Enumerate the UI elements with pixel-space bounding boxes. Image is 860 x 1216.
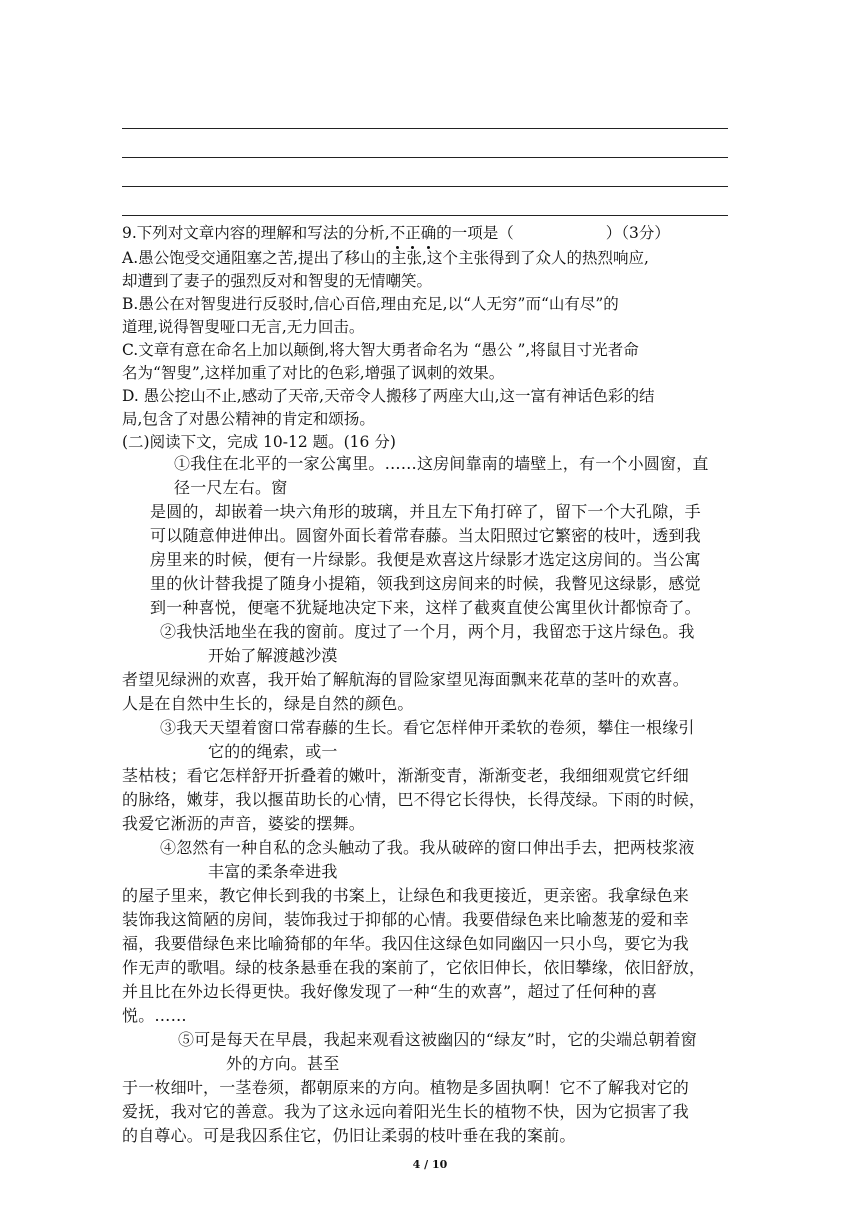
answer-line <box>122 128 728 129</box>
passage-line: 爱抚，我对它的善意。我为了这永远向着阳光生长的植物不快，因为它损害了我 <box>122 1102 690 1121</box>
passage-line: 径一尺左右。窗 <box>174 478 288 497</box>
passage-line: 人是在自然中生长的，绿是自然的颜色。 <box>122 694 414 713</box>
passage-line: 并且比在外边长得更快。我好像发现了一种“生的欢喜”，超过了任何种的喜 <box>122 982 658 1001</box>
passage-line: 的屋子里来，教它伸长到我的书案上，让绿色和我更接近，更亲密。我拿绿色来 <box>122 886 690 905</box>
passage-line: 悦。…… <box>122 1006 187 1025</box>
option-a-line2: 却遭到了妻子的强烈反对和智叟的无情嘲笑。 <box>122 272 433 290</box>
passage-line: 福，我要借绿色来比喻猗郁的年华。我囚住这绿色如同幽囚一只小鸟，要它为我 <box>122 934 690 953</box>
emphasis-char: 确 <box>420 224 437 242</box>
answer-line <box>122 186 728 187</box>
passage-line: ②我快活地坐在我的窗前。度过了一个月，两个月，我留恋于这片绿色。我 <box>160 622 695 641</box>
passage-line: 到一种喜悦，便毫不犹疑地决定下来，这样了截爽直使公寓里伙计都惊奇了。 <box>150 598 701 617</box>
passage-line: 是圆的，却嵌着一块六角形的玻璃，并且左下角打碎了，留下一个大孔隙，手 <box>150 502 701 521</box>
passage-line: 作无声的歌唱。绿的枝条悬垂在我的案前了，它依旧伸长，依旧攀缘，依旧舒放， <box>122 958 706 977</box>
answer-line <box>122 215 728 216</box>
passage-line: 的自尊心。可是我囚系住它，仍旧让柔弱的枝叶垂在我的案前。 <box>122 1126 576 1145</box>
option-c-line1: C.文章有意在命名上加以颠倒,将大智大勇者命名为 “愚公 ”,将鼠目寸光者命 <box>122 341 639 359</box>
option-d-line1: D. 愚公挖山不止,感动了天帝,天帝令人搬移了两座大山,这一富有神话色彩的结 <box>122 387 655 405</box>
passage-line: 外的方向。甚至 <box>226 1054 340 1073</box>
passage-line: 可以随意伸进伸出。圆窗外面长着常春藤。当太阳照过它繁密的枝叶，透到我 <box>150 526 701 545</box>
section-heading: (二)阅读下文，完成 10-12 题。(16 分) <box>122 433 396 451</box>
passage-line: ①我住在北平的一家公寓里。……这房间靠南的墙壁上，有一个小圆窗，直 <box>174 454 709 473</box>
option-d-line2: 局,包含了对愚公精神的肯定和颂扬。 <box>122 410 375 428</box>
option-b-line2: 道理,说得智叟哑口无言,无力回击。 <box>122 318 365 336</box>
emphasis-char: 不 <box>389 224 406 242</box>
passage-line: 的脉络，嫩芽，我以揠苗助长的心情，巴不得它长得快，长得茂绿。下雨的时候， <box>122 790 706 809</box>
passage-line: 丰富的柔条牵进我 <box>208 862 338 881</box>
answer-line <box>122 157 728 158</box>
option-c-line2: 名为“智叟”,这样加重了对比的色彩,增强了讽刺的效果。 <box>122 364 505 382</box>
passage-line: 它的的绳索，或一 <box>208 742 338 761</box>
question-9-stem: 9.下列对文章内容的理解和写法的分析,不正确的一项是（ ）（3分） <box>122 224 670 242</box>
passage-line: 里的伙计替我提了随身小提箱，领我到这房间来的时候，我瞥见这绿影，感觉 <box>150 574 701 593</box>
passage-line: 茎枯枝；看它怎样舒开折叠着的嫩叶，渐渐变青，渐渐变老，我细细观赏它纤细 <box>122 766 690 785</box>
passage-line: 开始了解渡越沙漠 <box>208 646 338 665</box>
emphasis-char: 正 <box>405 224 421 242</box>
option-b-line1: B.愚公在对智叟进行反驳时,信心百倍,理由充足,以“人无穷”而“山有尽”的 <box>122 295 619 313</box>
passage-line: ③我天天望着窗口常春藤的生长。看它怎样伸开柔软的卷须，攀住一根缘引 <box>160 718 695 737</box>
passage-line: 于一枚细叶，一茎卷须，都朝原来的方向。植物是多固执啊！它不了解我对它的 <box>122 1078 690 1097</box>
passage-line: 我爱它淅沥的声音，婆娑的摆舞。 <box>122 814 366 833</box>
option-a-line1: A.愚公饱受交通阻塞之苦,提出了移山的主张,这个主张得到了众人的热烈响应, <box>122 249 649 267</box>
passage-line: 房里来的时候，便有一片绿影。我便是欢喜这片绿影才选定这房间的。当公寓 <box>150 550 701 569</box>
page-number: 4 / 10 <box>412 1158 448 1171</box>
passage-line: 者望见绿洲的欢喜，我开始了解航海的冒险家望见海面飘来花草的茎叶的欢喜。 <box>122 670 690 689</box>
passage-line: 装饰我这简陋的房间，装饰我过于抑郁的心情。我要借绿色来比喻葱茏的爱和幸 <box>122 910 690 929</box>
passage-line: ④忽然有一种自私的念头触动了我。我从破碎的窗口伸出手去，把两枝浆液 <box>160 838 695 857</box>
passage-line: ⑤可是每天在早晨，我起来观看这被幽囚的“绿友”时，它的尖端总朝着窗 <box>178 1030 697 1049</box>
